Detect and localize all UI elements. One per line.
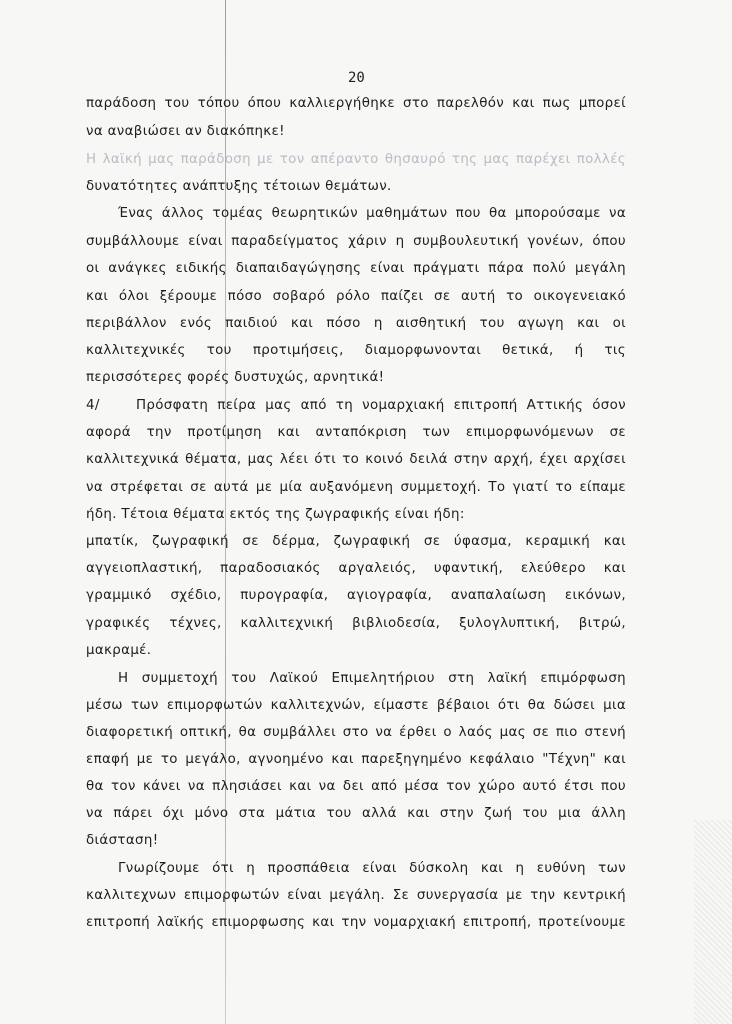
text-line: Γνωρίζουμε ότι η προσπάθεια είναι δύσκολη και η ευθύνη των	[118, 861, 626, 876]
text-line: αγγειοπλαστική, παραδοσιακός αργαλειός, υφαντική, ελεύθερο και	[86, 561, 626, 576]
text-line: καλλιτεχνικές του προτιμήσεις, διαμορφωνονται θετικά, ή τις	[86, 343, 626, 358]
text-line: παράδοση του τόπου όπου καλλιεργήθηκε στο παρελθόν και πως μπορεί	[86, 96, 626, 111]
text-line: επιτροπή λαϊκής επιμορφωσης και την νομαρχιακή επιτροπή, προτείνουμε	[86, 915, 626, 930]
text-line: επαφή με το μεγάλο, αγνοημένο και παρεξηγημένο κεφάλαιο "Τέχνη" και	[86, 752, 626, 767]
text-line: 4/ Πρόσφατη πείρα μας από τη νομαρχιακή επιτροπή Αττικής όσον	[86, 398, 626, 413]
text-line: διαφορετική οπτική, θα συμβάλλει στο να έρθει ο λαός μας σε πιο στενή	[86, 725, 626, 740]
text-line: μακραμέ.	[86, 643, 152, 658]
text-line: δυνατότητες ανάπτυξης τέτοιων θεμάτων.	[86, 179, 392, 194]
text-line: οι ανάγκες ειδικής διαπαιδαγώγησης είναι πράγματι πάρα πολύ μεγάλη	[86, 261, 626, 276]
text-line: μέσω των επιμορφωτών καλλιτεχνών, είμαστε βέβαιοι ότι θα δώσει μια	[86, 698, 626, 713]
text-line: Η λαϊκή μας παράδοση με τον απέραντο θησαυρό της μας παρέχει πολλές	[86, 152, 626, 167]
text-line: περιβάλλον ενός παιδιού και πόσο η αισθητική του αγωγη και οι	[86, 316, 626, 331]
text-line: καλλιτεχνικά θέματα, μας λέει ότι το κοινό δειλά στην αρχή, έχει αρχίσει	[86, 452, 626, 467]
text-line: Η συμμετοχή του Λαϊκού Επιμελητήριου στη λαϊκή επιμόρφωση	[118, 671, 626, 686]
text-line: ήδη. Τέτοια θέματα εκτός της ζωγραφικής είναι ήδη:	[86, 507, 465, 522]
text-line: γραφικές τέχνες, καλλιτεχνική βιβλιοδεσία, ξυλογλυπτική, βιτρώ,	[86, 616, 626, 631]
page-number: 20	[348, 70, 365, 86]
text-line: θα τον κάνει να πλησιάσει και να δει από μέσα τον χώρο αυτό έτσι που	[86, 779, 626, 794]
text-line: και όλοι ξέρουμε πόσο σοβαρό ρόλο παίζει σε αυτή το οικογενειακό	[86, 289, 626, 304]
text-line: να στρέφεται σε αυτά με μία αυξανόμενη συμμετοχή. Το γιατί το είπαμε	[86, 480, 626, 495]
text-line: καλλιτεχνων επιμορφωτών είναι μεγάλη. Σε συνεργασία με την κεντρική	[86, 888, 626, 903]
text-line: γραμμικό σχέδιο, πυρογραφία, αγιογραφία, αναπαλαίωση εικόνων,	[86, 588, 626, 603]
text-line: Ένας άλλος τομέας θεωρητικών μαθημάτων που θα μπορούσαμε να	[118, 206, 626, 221]
text-line: να αναβιώσει αν διακόπηκε!	[86, 124, 285, 139]
text-line: συμβάλλουμε είναι παραδείγματος χάριν η συμβουλευτική γονέων, όπου	[86, 234, 626, 249]
text-line: αφορά την προτίμηση και ανταπόκριση των επιμορφωνόμενων σε	[86, 425, 626, 440]
text-line: μπατίκ, ζωγραφική σε δέρμα, ζωγραφική σε ύφασμα, κεραμική και	[86, 534, 626, 549]
text-line: διάσταση!	[86, 833, 159, 848]
text-line: περισσότερες φορές δυστυχώς, αρνητικά!	[86, 370, 385, 385]
text-line: να πάρει όχι μόνο στα μάτια του αλλά και στην ζωή του μια άλλη	[86, 806, 626, 821]
scan-noise	[694, 820, 732, 1024]
